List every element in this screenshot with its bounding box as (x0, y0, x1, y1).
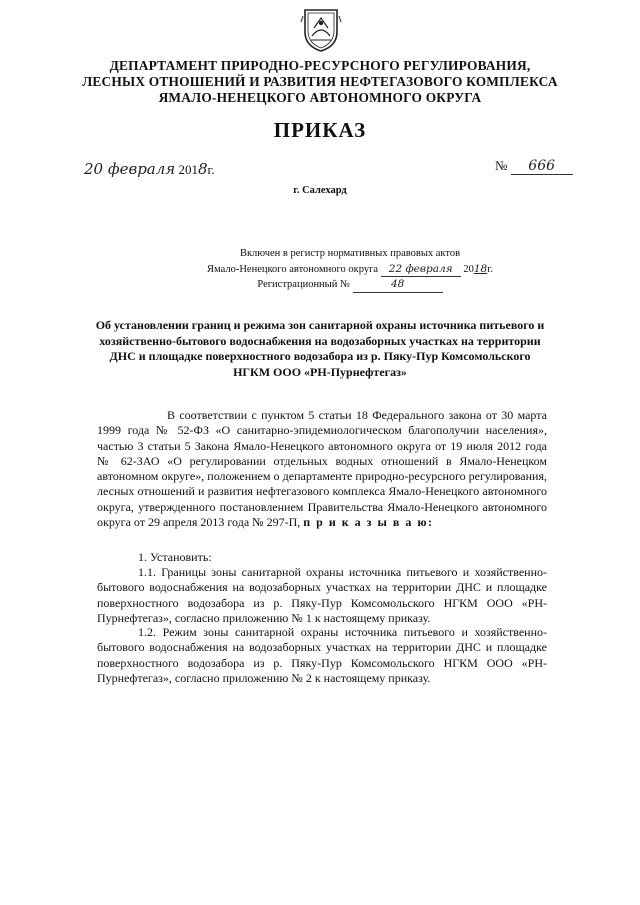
registry-handwritten-date: 22 февраля (381, 262, 461, 278)
registry-stamp (160, 247, 540, 293)
registry-line-3 (160, 277, 540, 293)
registry-line-2 (160, 262, 540, 278)
item-1-1: 1.1. Границы зоны санитарной охраны источника питьевого и хозяйственно-бытового водоснабжения на водозаборных участках на территории ДНС и площадке поверхностного водозабора из р. Пяку-Пур Комсомольского НГКМ ООО «РН-Пурнефтегаз», согласно приложению № 1 к настоящему приказу. (97, 565, 547, 625)
handwritten-number: 666 (511, 158, 573, 175)
registry-line-1: Включен в регистр нормативных правовых актов (239, 248, 461, 259)
coat-of-arms-emblem (300, 6, 342, 52)
handwritten-year: 8 (197, 160, 208, 178)
order-subject-title: Об установлении границ и режима зон санитарной охраны источника питьевого и хозяйственно-бытового водоснабжения на водозаборных участках на территории ДНС и площадке поверхностного водозабора из р. Пяку-Пур Комсомольского НГКМ ООО «РН-Пурнефтегаз» (95, 318, 545, 379)
department-name-line-2: ЛЕСНЫХ ОТНОШЕНИЙ И РАЗВИТИЯ НЕФТЕГАЗОВОГО КОМПЛЕКСА (82, 74, 558, 89)
year-prefix: 201 (178, 162, 198, 177)
department-name-line-3: ЯМАЛО-НЕНЕЦКОГО АВТОНОМНОГО ОКРУГА (158, 90, 482, 105)
item-1-2: 1.2. Режим зоны санитарной охраны источника питьевого и хозяйственно-бытового водоснабжения на водозаборных участках на территории ДНС и площадке поверхностного водозабора из р. Пяку-Пур Комсомольского НГКМ ООО «РН-Пурнефтегаз», согласно приложению № 2 к настоящему приказу. (97, 625, 547, 685)
city-line: г. Салехард (293, 185, 347, 196)
order-number (495, 158, 573, 175)
registry-handwritten-year: 18 (473, 262, 488, 275)
document-title: ПРИКАЗ (273, 118, 367, 142)
handwritten-date: 20 февраля (84, 160, 176, 178)
preamble-order-word: п р и к а з ы в а ю: (303, 515, 434, 530)
item-1: 1. Установить: (138, 550, 212, 564)
registry-line-2-prefix: Ямало-Ненецкого автономного округа (207, 263, 379, 275)
registry-date-suffix: г. (487, 263, 493, 275)
registry-number-label: Регистрационный № (257, 279, 350, 290)
preamble-text: В соответствии с пунктом 5 статьи 18 Федерального закона от 30 марта 1999 года № 52-ФЗ «О санитарно-эпидемиологическом благополучии населения», частью 3 статьи 5 Закона Ямало-Ненецкого автономного округа от 19 июля 2012 года № 62-ЗАО «О регулировании отдельных водных отношений в Ямало-Ненецком автономном округе», положением о департаменте природно-ресурсного регулирования, лесных отношений и развития нефтегазового комплекса Ямало-Ненецкого автономного округа, утвержденного постановлением Правительства Ямало-Ненецкого автономного округа от 29 апреля 2013 года № 297-П, (97, 408, 547, 530)
date-suffix: г. (207, 162, 215, 177)
number-label: № (495, 158, 508, 173)
registry-year-prefix: 20 (463, 263, 474, 275)
department-name-line-1: ДЕПАРТАМЕНТ ПРИРОДНО-РЕСУРСНОГО РЕГУЛИРОВАНИЯ, (109, 58, 531, 73)
preamble-paragraph (97, 408, 547, 530)
order-date (84, 160, 215, 178)
registry-handwritten-number: 48 (353, 277, 443, 293)
